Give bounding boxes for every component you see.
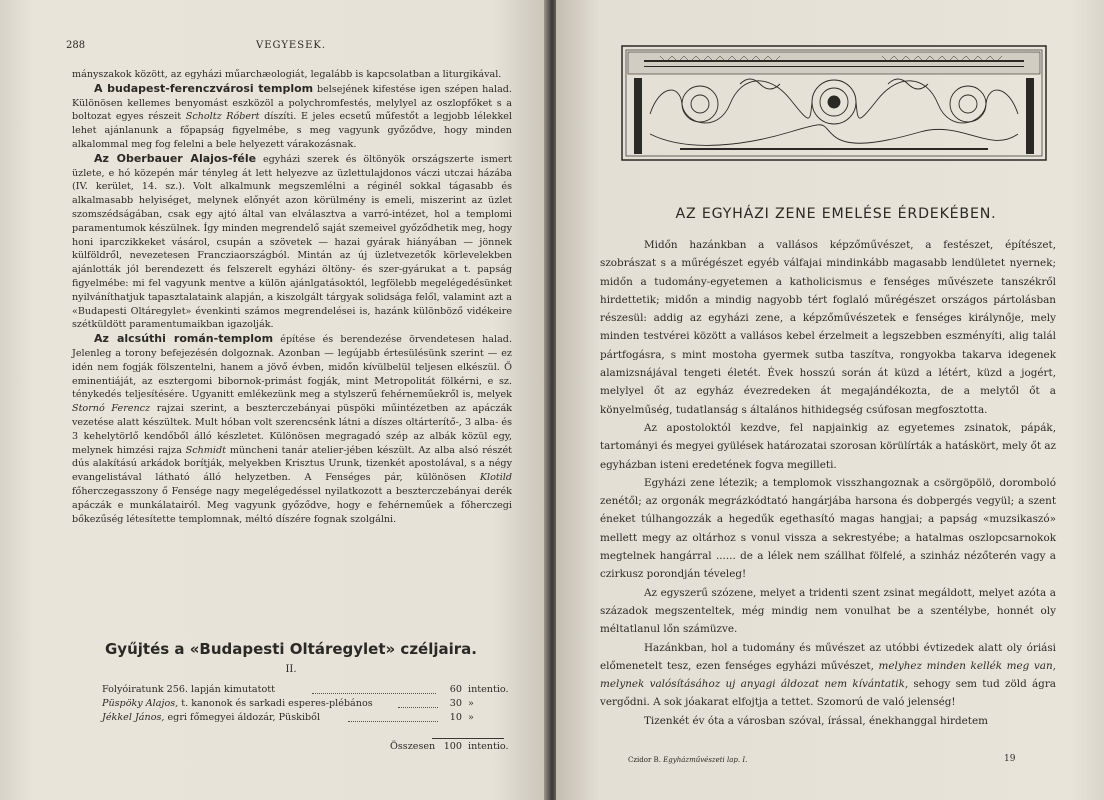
leader-dots <box>312 683 436 694</box>
paragraph-lead: Az Oberbauer Alajos-féle <box>94 151 257 165</box>
left-page-body <box>72 68 512 526</box>
footnote-author: Czidor B. <box>628 756 664 764</box>
donor-name <box>102 697 373 711</box>
donor-text: egri főmegyei áldozár, Püskiből <box>164 712 321 723</box>
article-title: AZ EGYHÁZI ZENE EMELÉSE ÉRDEKÉBEN. <box>675 206 997 222</box>
paragraph-text: sehogy sem tud zöld ágra vergődni. A sok jóakarat elfojtja a tettet. Szomorú de való jelenség! <box>600 678 1056 709</box>
paragraph-lead: Az alcsúthi román-templom <box>94 332 274 346</box>
paragraph-text: építése és berendezése örvendetesen halad. Jelenleg a torony befejezésén dolgoznak. Azonban — legújabb értesülésünk szerint — ez idén nem fogják fölszentelni, hanem a jövő évben, midőn kívülbelül teljesen elkészül. Ő eminentiáját, az esztergomi bibornok-primást fogják, mint Metropolitát fölkérni, e sz. ténykedés teljesítésére. Ugyanitt emlékezünk meg a stylszerű fehérneműekről is, melyek <box>72 334 512 401</box>
paragraph-lead: A budapest-ferenczvárosi templom <box>94 81 314 95</box>
article-paragraph <box>600 639 1056 712</box>
footnote <box>628 756 747 764</box>
italic-name: Klotild <box>479 472 512 484</box>
right-page <box>556 0 1104 800</box>
article-paragraph: Az apostoloktól kezdve, fel napjainkig az egyetemes zsinatok, pápák, tartományi és megyei gyülések határozatai szorosan körülírták a hatáskört, mely őt az egyházban isteni eredetének fogva megilleti. <box>600 421 1056 471</box>
footnote-source: Egyházművészeti lap. I. <box>663 756 748 764</box>
donor-name <box>102 683 275 697</box>
collection-row <box>102 683 509 697</box>
donor-italic: Jékkel János, <box>102 712 165 723</box>
left-page-header <box>66 40 516 56</box>
paragraph-ferenczvaros <box>72 82 512 152</box>
leader-dots <box>398 697 438 708</box>
left-page-number: 288 <box>66 40 86 51</box>
paragraph-text: rajzai szerint, a beszterczebányai püspöki műintézetben az apáczák vezetése alatt készültek. Mult hóban volt szerencsénk látni a díszes oltárterítő-, 3 alba- és 3 kehelytörlő kendőből álló készletet. Különösen megragadó szép az albák közül egy, melynek himzési rajza <box>72 403 512 456</box>
donor-text: Folyóiratunk 256. lapján kimutatott <box>102 684 275 695</box>
donation-amount: 60 <box>449 684 462 695</box>
paragraph-text: díszíti. E jeles ecsetű műfestőt a legjobb lélekkel lehet ajánlanunk a főpapság figyelmébe, s meg vagyunk győződve, hogy minden alkalommal meg fog felelni a bele helyezett várakozásnak. <box>72 111 513 150</box>
total-rule <box>432 738 504 739</box>
collection-title: Gyűjtés a «Budapesti Oltáregylet» czéljaira. <box>104 640 477 658</box>
paragraph-text: Hazánkban, hol a tudomány és művészet az utóbbi évtizedek alatt oly óriási előmenetelt tesz, ezen fenséges egyházi művészet, <box>600 641 1056 672</box>
donor-text: t. kanonok és sarkadi esperes-plébános <box>178 698 373 709</box>
decorative-headpiece <box>620 44 1048 162</box>
paragraph-oberbauer <box>72 152 512 332</box>
italic-name: Schmidt <box>185 444 226 456</box>
total-label: Összesen <box>390 741 436 752</box>
italic-name: Scholtz Róbert <box>185 111 260 123</box>
article-paragraph: Egyházi zene létezik; a templomok visszhangoznak a csörgöpölö, doromboló zenétől; az orgonák megrázkódtató hangárjába harsona és dobpergés vegyül; a szent éneket túlhangozzák a hegedűk egethasító magas hangjai; a papság «muzsikaszó» mellett megy az oltárhoz s vonul vissza a sekrestyébe; a hatalmas oszlopcsarnokok megtelnek hangárral ...... de a lélek nem szállhat fölfelé, a szinház nézőterén vagy a czirkusz porondján téveleg! <box>600 476 1056 581</box>
donation-unit: » <box>468 698 474 709</box>
italic-text: melyhez minden kellék meg van, melynek valósításához uj anyagi áldozat nem kívántatik, <box>600 659 1056 691</box>
article-paragraph: Az egyszerű szózene, melyet a tridenti szent zsinat megáldott, melyet azóta a századok megszenteltek, még mindig nem vonulhat be a szentélybe, honnét oly méltatlanul lőn számüzve. <box>600 586 1056 636</box>
total-unit: intentio. <box>468 741 509 752</box>
paragraph-text: müncheni tanár atelier-jében készült. Az alba alsó részét dús alakítású arkádok borítják, melyekben Krisztus Urunk, tizenkét apostolával, s a négy evangelistával látható álló helyzetben. A Fenséges pár, különösen <box>72 444 512 484</box>
donation-amount: 30 <box>449 698 462 709</box>
donation-unit: intentio. <box>468 684 509 695</box>
right-page-number: 19 <box>1004 754 1016 764</box>
collection-number: II. <box>285 664 297 675</box>
article-paragraph: Midőn hazánkban a vallásos képzőművészet, a festészet, építészet, szobrászat s a műrégészet egyéb válfajai mindinkább magasabb lendületet nyernek; midőn a tudomány-egyetemen a katholicismus e fenséges művészete tanszékről hirdettetik; midőn a mindig nagyobb tért foglaló műrégészet országos pártolásban részesül: addig az egyházi zene, a képzőművészetek e fenséges királynője, mely minden testvérei között a vallásos kebel érzelmeit a legszebben eszményíti, alig talál pártfogásra, s mint mostoha gyermek sutba taszítva, rongyokba takarva idegenek alamizsnájával tengeti életét. Évek hosszú során át küzd a létért, küzd a jogért, melylyel őt az egyház évezredeken át megajándékozta, de a melytől őt a könyelműség, tudatlanság s általános hithidegség csúfosan megfosztotta. <box>600 239 1056 416</box>
opening-text: mányszakok között, az egyházi műarchæologiát, legalább is kapcsolatban a liturgikával. <box>72 69 502 80</box>
collection-total <box>102 741 509 755</box>
donation-unit: » <box>468 712 474 723</box>
leader-dots <box>348 711 438 722</box>
italic-name: Stornó Ferencz <box>72 403 151 415</box>
donor-name <box>102 711 320 725</box>
right-page-body <box>600 236 1056 730</box>
article-paragraph: Tizenkét év óta a városban szóval, írással, énekhanggal hirdetem <box>644 714 988 727</box>
left-page <box>0 0 548 800</box>
donation-amount: 10 <box>449 712 462 723</box>
total-amount: 100 <box>443 741 462 752</box>
collection-list <box>102 683 509 725</box>
paragraph-text: belsejének kifestése igen szépen halad. Különösen kellemes benyomást eszközöl a polychromfestés, melylyel az oszlopfőket s a boltozat egyes részeit <box>72 83 512 123</box>
collection-row <box>102 697 502 711</box>
collection-row <box>102 711 502 725</box>
paragraph-text: főherczegasszony ő Fensége nagy megelégedéssel nyilatkozott a beszterczebányai derék apáczák e munkálatairól. Meg vagyunk győződve, hogy e fehérneműek a főherczegi bőkezűség létesítette templomnak, méltó díszére fognak szolgálni. <box>72 485 512 525</box>
paragraph-text: egyházi szerek és öltönyök országszerte ismert üzlete, e hó közepén már tényleg át lett helyezve az üzlettulajdonos váczi utczai házába (IV. kerület, 14. sz.). Volt alkalmunk megszemlélni a réginél sokkal tágasabb és alkalmasabb helyiséget, melynek előnyét azon körülmény is emeli, miszerint az üzlet szomszédságában, csak egy ajtó által van elválasztva a varró-intézet, hol a templomi paramentumok készülnek. Így minden megrendelő saját szemeivel győződhetik meg, hogy honi iparczikkeket vásárol, csupán a szövetek — hazai gyárak hiányában — jönnek külföldről, nevezetesen Francziaországból. Mintán az új üzletvezetők körlevelekben ajánlották jól berendezett és felszerelt egyházi öltöny- és szer-gyárukat a t. papság figyelmébe: mi fel vagyunk mentve a külön ajánlgatásoktól, legfölebb megelégedésünket nyilváníthatjuk tapasztalataink alapján, a kiszolgált tárgyak solidsága felől, valamint azt a «Budapesti Oltáregylet» évenkinti számos megrendelései is, hazánk különböző vidékeire szétküldött paramentumaikban igazolják. <box>72 153 512 331</box>
donor-italic: Püspöky Alajos, <box>102 698 179 709</box>
running-head: VEGYESEK. <box>256 40 327 51</box>
paragraph-alcsuth <box>72 332 512 526</box>
